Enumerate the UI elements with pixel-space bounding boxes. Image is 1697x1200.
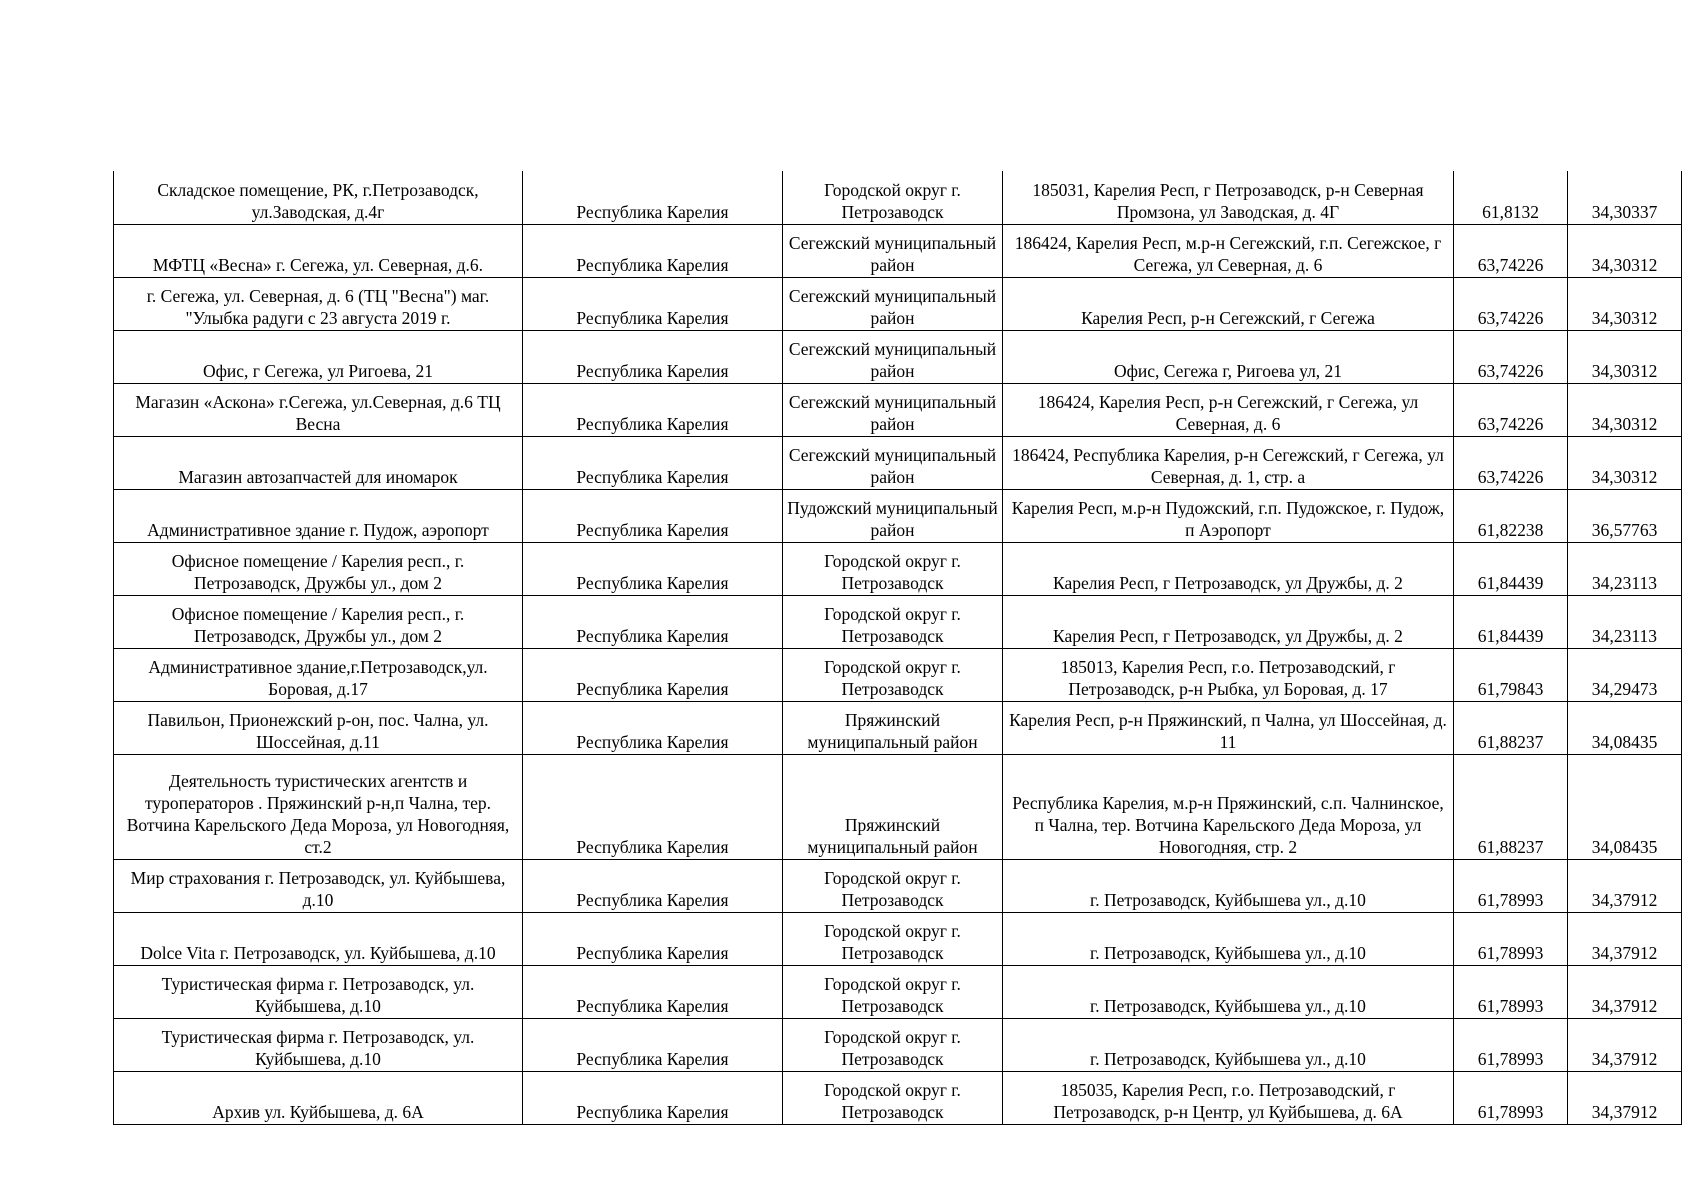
object-name-cell: Мир страхования г. Петрозаводск, ул. Куйбышева, д.10	[114, 859, 523, 912]
latitude-cell: 61,78993	[1454, 1071, 1568, 1124]
object-name-cell: Магазин «Аскона» г.Сегежа, ул.Северная, д.6 ТЦ Весна	[114, 383, 523, 436]
longitude-cell: 34,30312	[1568, 277, 1682, 330]
region-cell: Республика Карелия	[523, 965, 783, 1018]
region-cell: Республика Карелия	[523, 489, 783, 542]
municipality-cell: Городской округ г. Петрозаводск	[783, 648, 1003, 701]
municipality-cell: Сегежский муниципальный район	[783, 277, 1003, 330]
table-row	[114, 912, 1682, 965]
address-cell: Карелия Респ, г Петрозаводск, ул Дружбы, д. 2	[1003, 595, 1454, 648]
address-cell: 186424, Республика Карелия, р-н Сегежский, г Сегежа, ул Северная, д. 1, стр. а	[1003, 436, 1454, 489]
latitude-cell: 63,74226	[1454, 277, 1568, 330]
municipality-cell: Городской округ г. Петрозаводск	[783, 1018, 1003, 1071]
region-cell: Республика Карелия	[523, 701, 783, 754]
region-cell: Республика Карелия	[523, 754, 783, 859]
longitude-cell: 34,30312	[1568, 436, 1682, 489]
address-cell: Карелия Респ, г Петрозаводск, ул Дружбы, д. 2	[1003, 542, 1454, 595]
municipality-cell: Пряжинский муниципальный район	[783, 754, 1003, 859]
table-row	[114, 859, 1682, 912]
region-cell: Республика Карелия	[523, 1018, 783, 1071]
object-name-cell: Архив ул. Куйбышева, д. 6А	[114, 1071, 523, 1124]
table-row	[114, 754, 1682, 859]
municipality-cell: Городской округ г. Петрозаводск	[783, 1071, 1003, 1124]
longitude-cell: 34,23113	[1568, 542, 1682, 595]
address-cell: Офис, Сегежа г, Ригоева ул, 21	[1003, 330, 1454, 383]
table-row	[114, 542, 1682, 595]
municipality-cell: Сегежский муниципальный район	[783, 330, 1003, 383]
table-row	[114, 171, 1682, 224]
address-cell: Карелия Респ, р-н Сегежский, г Сегежа	[1003, 277, 1454, 330]
latitude-cell: 61,84439	[1454, 542, 1568, 595]
municipality-cell: Сегежский муниципальный район	[783, 383, 1003, 436]
latitude-cell: 63,74226	[1454, 436, 1568, 489]
address-cell: г. Петрозаводск, Куйбышева ул., д.10	[1003, 912, 1454, 965]
address-cell: 185035, Карелия Респ, г.о. Петрозаводский, г Петрозаводск, р-н Центр, ул Куйбышева, д. 6А	[1003, 1071, 1454, 1124]
municipality-cell: Городской округ г. Петрозаводск	[783, 965, 1003, 1018]
table-row	[114, 277, 1682, 330]
object-name-cell: Офисное помещение / Карелия респ., г. Петрозаводск, Дружбы ул., дом 2	[114, 542, 523, 595]
longitude-cell: 34,08435	[1568, 701, 1682, 754]
object-name-cell: г. Сегежа, ул. Северная, д. 6 (ТЦ "Весна") маг. "Улыбка радуги с 23 августа 2019 г.	[114, 277, 523, 330]
address-cell: г. Петрозаводск, Куйбышева ул., д.10	[1003, 1018, 1454, 1071]
municipality-cell: Пудожский муниципальный район	[783, 489, 1003, 542]
table-row	[114, 1071, 1682, 1124]
table-row	[114, 965, 1682, 1018]
municipality-cell: Городской округ г. Петрозаводск	[783, 171, 1003, 224]
longitude-cell: 34,30312	[1568, 224, 1682, 277]
longitude-cell: 34,29473	[1568, 648, 1682, 701]
region-cell: Республика Карелия	[523, 330, 783, 383]
object-name-cell: Офисное помещение / Карелия респ., г. Петрозаводск, Дружбы ул., дом 2	[114, 595, 523, 648]
municipality-cell: Городской округ г. Петрозаводск	[783, 912, 1003, 965]
latitude-cell: 61,79843	[1454, 648, 1568, 701]
latitude-cell: 61,78993	[1454, 859, 1568, 912]
municipality-cell: Городской округ г. Петрозаводск	[783, 542, 1003, 595]
address-cell: Республика Карелия, м.р-н Пряжинский, с.п. Чалнинское, п Чална, тер. Вотчина Карельского Деда Мороза, ул Новогодняя, стр. 2	[1003, 754, 1454, 859]
longitude-cell: 34,37912	[1568, 859, 1682, 912]
address-cell: Карелия Респ, м.р-н Пудожский, г.п. Пудожское, г. Пудож, п Аэропорт	[1003, 489, 1454, 542]
table-body	[114, 171, 1682, 1124]
table-row	[114, 436, 1682, 489]
region-cell: Республика Карелия	[523, 277, 783, 330]
address-cell: г. Петрозаводск, Куйбышева ул., д.10	[1003, 859, 1454, 912]
region-cell: Республика Карелия	[523, 595, 783, 648]
latitude-cell: 61,8132	[1454, 171, 1568, 224]
municipality-cell: Сегежский муниципальный район	[783, 436, 1003, 489]
table-row	[114, 224, 1682, 277]
longitude-cell: 34,37912	[1568, 1071, 1682, 1124]
longitude-cell: 36,57763	[1568, 489, 1682, 542]
address-cell: 185013, Карелия Респ, г.о. Петрозаводский, г Петрозаводск, р-н Рыбка, ул Боровая, д. 17	[1003, 648, 1454, 701]
address-cell: 186424, Карелия Респ, р-н Сегежский, г Сегежа, ул Северная, д. 6	[1003, 383, 1454, 436]
address-cell: г. Петрозаводск, Куйбышева ул., д.10	[1003, 965, 1454, 1018]
longitude-cell: 34,23113	[1568, 595, 1682, 648]
region-cell: Республика Карелия	[523, 912, 783, 965]
latitude-cell: 61,82238	[1454, 489, 1568, 542]
region-cell: Республика Карелия	[523, 383, 783, 436]
object-name-cell: Административное здание г. Пудож, аэропорт	[114, 489, 523, 542]
municipality-cell: Пряжинский муниципальный район	[783, 701, 1003, 754]
table-row	[114, 595, 1682, 648]
object-name-cell: Офис, г Сегежа, ул Ригоева, 21	[114, 330, 523, 383]
table-row	[114, 701, 1682, 754]
region-cell: Республика Карелия	[523, 224, 783, 277]
longitude-cell: 34,30312	[1568, 330, 1682, 383]
region-cell: Республика Карелия	[523, 171, 783, 224]
region-cell: Республика Карелия	[523, 542, 783, 595]
object-name-cell: Складское помещение, РК, г.Петрозаводск, ул.Заводская, д.4г	[114, 171, 523, 224]
longitude-cell: 34,30337	[1568, 171, 1682, 224]
region-cell: Республика Карелия	[523, 859, 783, 912]
latitude-cell: 61,78993	[1454, 965, 1568, 1018]
longitude-cell: 34,37912	[1568, 1018, 1682, 1071]
longitude-cell: 34,30312	[1568, 383, 1682, 436]
object-name-cell: Павильон, Прионежский р-он, пос. Чална, ул. Шоссейная, д.11	[114, 701, 523, 754]
latitude-cell: 63,74226	[1454, 383, 1568, 436]
object-name-cell: Туристическая фирма г. Петрозаводск, ул. Куйбышева, д.10	[114, 965, 523, 1018]
region-cell: Республика Карелия	[523, 1071, 783, 1124]
region-cell: Республика Карелия	[523, 436, 783, 489]
table-row	[114, 489, 1682, 542]
municipality-cell: Городской округ г. Петрозаводск	[783, 595, 1003, 648]
table-row	[114, 648, 1682, 701]
latitude-cell: 61,78993	[1454, 912, 1568, 965]
table-row	[114, 1018, 1682, 1071]
object-name-cell: Туристическая фирма г. Петрозаводск, ул. Куйбышева, д.10	[114, 1018, 523, 1071]
latitude-cell: 63,74226	[1454, 224, 1568, 277]
address-cell: 185031, Карелия Респ, г Петрозаводск, р-н Северная Промзона, ул Заводская, д. 4Г	[1003, 171, 1454, 224]
latitude-cell: 61,84439	[1454, 595, 1568, 648]
latitude-cell: 61,88237	[1454, 701, 1568, 754]
address-table	[113, 171, 1682, 1125]
longitude-cell: 34,08435	[1568, 754, 1682, 859]
longitude-cell: 34,37912	[1568, 912, 1682, 965]
object-name-cell: Dolce Vita г. Петрозаводск, ул. Куйбышева, д.10	[114, 912, 523, 965]
table-row	[114, 330, 1682, 383]
municipality-cell: Сегежский муниципальный район	[783, 224, 1003, 277]
address-cell: 186424, Карелия Респ, м.р-н Сегежский, г.п. Сегежское, г Сегежа, ул Северная, д. 6	[1003, 224, 1454, 277]
region-cell: Республика Карелия	[523, 648, 783, 701]
longitude-cell: 34,37912	[1568, 965, 1682, 1018]
object-name-cell: Административное здание,г.Петрозаводск,ул. Боровая, д.17	[114, 648, 523, 701]
latitude-cell: 63,74226	[1454, 330, 1568, 383]
object-name-cell: Деятельность туристических агентств и туроператоров . Пряжинский р-н,п Чална, тер. Вотчина Карельского Деда Мороза, ул Новогодняя, ст.2	[114, 754, 523, 859]
table-row	[114, 383, 1682, 436]
municipality-cell: Городской округ г. Петрозаводск	[783, 859, 1003, 912]
latitude-cell: 61,78993	[1454, 1018, 1568, 1071]
latitude-cell: 61,88237	[1454, 754, 1568, 859]
address-cell: Карелия Респ, р-н Пряжинский, п Чална, ул Шоссейная, д. 11	[1003, 701, 1454, 754]
object-name-cell: Магазин автозапчастей для иномарок	[114, 436, 523, 489]
object-name-cell: МФТЦ «Весна» г. Сегежа, ул. Северная, д.6.	[114, 224, 523, 277]
